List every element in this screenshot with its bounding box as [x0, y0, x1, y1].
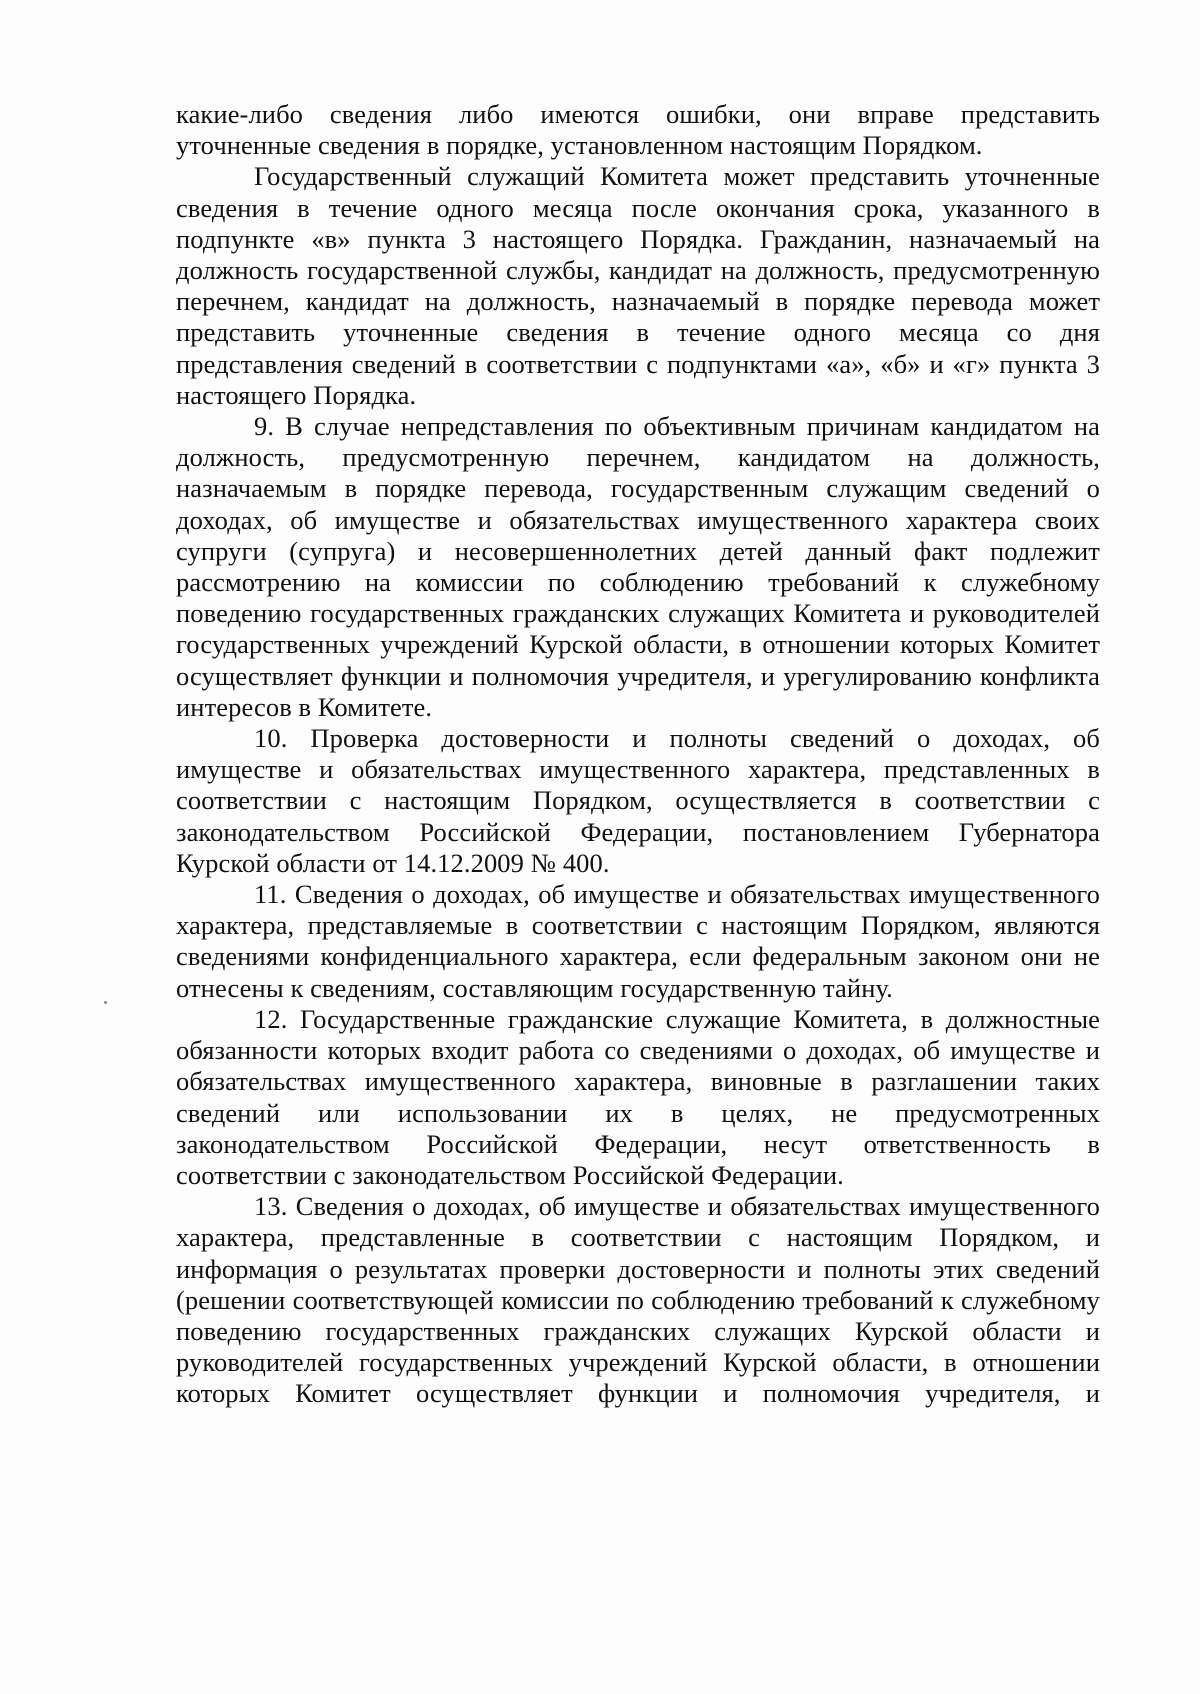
paragraph-item-11: 11. Сведения о доходах, об имуществе и обязательствах имущественного характера, представляемые в соответствии с настоящим Порядком, являются сведениями конфиденциального характера, если федеральным законом они не отнесены к сведениям, составляющим государственную тайну. [176, 879, 1100, 1003]
paragraph-clarified-info: Государственный служащий Комитета может представить уточненные сведения в течение одного месяца после окончания срока, указанного в подпункте «в» пункта 3 настоящего Порядка. Гражданин, назначаемый на должность государственной службы, кандидат на должность, предусмотренную перечнем, кандидат на должность, назначаемый в порядке перевода может представить уточненные сведения в течение одного месяца со дня представления сведений в соответствии с подпунктами «а», «б» и «г» пункта 3 настоящего Порядка. [176, 161, 1100, 410]
document-body [176, 99, 1100, 1410]
paragraph-continuation: какие-либо сведения либо имеются ошибки, они вправе представить уточненные сведения в порядке, установленном настоящим Порядком. [176, 99, 1100, 161]
paragraph-item-12: 12. Государственные гражданские служащие Комитета, в должностные обязанности которых входит работа со сведениями о доходах, об имуществе и обязательствах имущественного характера, виновные в разглашении таких сведений или использовании их в целях, не предусмотренных законодательством Российской Федерации, несут ответственность в соответствии с законодательством Российской Федерации. [176, 1003, 1100, 1190]
paragraph-item-13: 13. Сведения о доходах, об имуществе и обязательствах имущественного характера, представленные в соответствии с настоящим Порядком, и информация о результатах проверки достоверности и полноты этих сведений (решении соответствующей комиссии по соблюдению требований к служебному поведению государственных гражданских служащих Курской области и руководителей государственных учреждений Курской области, в отношении которых Комитет осуществляет функции и полномочия учредителя, и [176, 1191, 1100, 1409]
paragraph-item-10: 10. Проверка достоверности и полноты сведений о доходах, об имуществе и обязательствах имущественного характера, представленных в соответствии с настоящим Порядком, осуществляется в соответствии с законодательством Российской Федерации, постановлением Губернатора Курской области от 14.12.2009 № 400. [176, 723, 1100, 878]
paragraph-item-9: 9. В случае непредставления по объективным причинам кандидатом на должность, предусмотренную перечнем, кандидатом на должность, назначаемым в порядке перевода, государственным служащим сведений о доходах, об имуществе и обязательствах имущественного характера своих супруги (супруга) и несовершеннолетних детей данный факт подлежит рассмотрению на комиссии по соблюдению требований к служебному поведению государственных гражданских служащих Комитета и руководителей государственных учреждений Курской области, в отношении которых Комитет осуществляет функции и полномочия учредителя, и урегулированию конфликта интересов в Комитете. [176, 411, 1100, 722]
scan-artifact [104, 1001, 107, 1004]
